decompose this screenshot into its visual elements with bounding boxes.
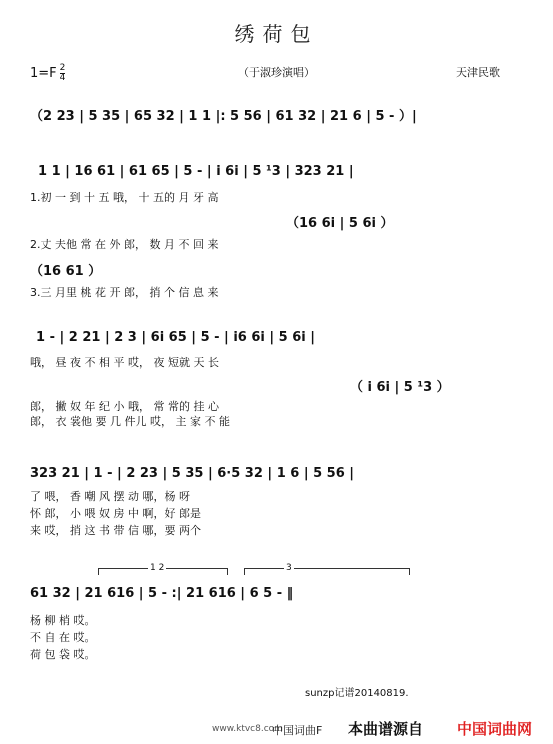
singer-credit: （于淑珍演唱） — [238, 66, 315, 79]
volta-bracket-3 — [244, 563, 410, 573]
footer-brand-red: 中国词曲网 — [457, 720, 533, 738]
volta-3-label: 3 — [286, 563, 292, 573]
row1-lyric-1: 1.初 一 到 十 五 哦， 十 五的 月 牙 高 — [30, 191, 219, 204]
row4-notes: 61 32 | 21 616 | 5 - :| 21 616 | 6 5 - ‖ — [30, 586, 294, 601]
row1-lyric-2: 2.丈 夫他 常 在 外 郎， 数 月 不 回 来 — [30, 238, 219, 251]
row1-lyric-3: 3.三 月里 桃 花 开 郎， 捎 个 信 息 来 — [30, 286, 219, 299]
key-label: 1=F — [30, 66, 57, 81]
row2-lyric-1: 哦， 昼 夜 不 相 平 哎， 夜 短就 天 长 — [30, 356, 219, 369]
row3-lyric-2: 怀 郎， 小 喂 奴 房 中 啊，好 郎是 — [30, 507, 201, 520]
row4-lyric-2: 不 自 在 哎。 — [30, 631, 96, 644]
volta-1-label: 1 2 — [150, 563, 165, 573]
song-title: 绣荷包 — [234, 22, 319, 46]
volta-bracket-1 — [98, 563, 228, 573]
row4-lyric-1: 杨 柳 梢 哎。 — [30, 614, 96, 627]
time-signature: $\frac{2}{4}$ — [59, 63, 66, 83]
row3-lyric-3: 来 哎， 捎 这 书 带 信 哪，要 两个 — [30, 524, 201, 537]
row3-lyric-1: 了 喂， 香 嘲 风 摆 动 哪，杨 呀 — [30, 490, 190, 503]
song-origin: 天津民歌 — [456, 66, 500, 79]
row2-notes: 1 - | 2 21 | 2 3 | 6i 65 | 5 - | i6 6i | 5 6i | — [36, 330, 316, 345]
row2-lyric-3: 郎， 衣 裳他 要 几 件儿 哎， 主 家 不 能 — [30, 415, 230, 428]
transcriber-credit: sunzp记谱20140819. — [305, 688, 409, 699]
row2-lyric-2: 郎， 撇 奴 年 纪 小 哦， 常 常的 挂 心 — [30, 400, 219, 413]
footer-source-label: 本曲谱源自 — [348, 720, 424, 738]
row1-inline-notes-a: （16 6i | 5 6i ） — [286, 216, 394, 231]
row4-lyric-3: 荷 包 袋 哎。 — [30, 648, 96, 661]
row2-inline-notes: （ i 6i | 5 ¹3 ） — [350, 380, 450, 395]
row1-inline-notes-b: （16 61 ） — [30, 264, 102, 279]
footer-site: 中国词曲F — [272, 724, 323, 737]
footer-url: www.ktvc8.com — [212, 724, 283, 734]
row3-notes: 323 21 | 1 - | 2 23 | 5 35 | 6·5 32 | 1 6 | 5 56 | — [30, 466, 355, 481]
row1-notes: 1 1 | 16 61 | 61 65 | 5 - | i 6i | 5 ¹3 | 323 21 | — [38, 164, 354, 179]
intro-notes: （2 23 | 5 35 | 65 32 | 1 1 |: 5 56 | 61 32 | 21 6 | 5 - ）| — [30, 109, 417, 124]
